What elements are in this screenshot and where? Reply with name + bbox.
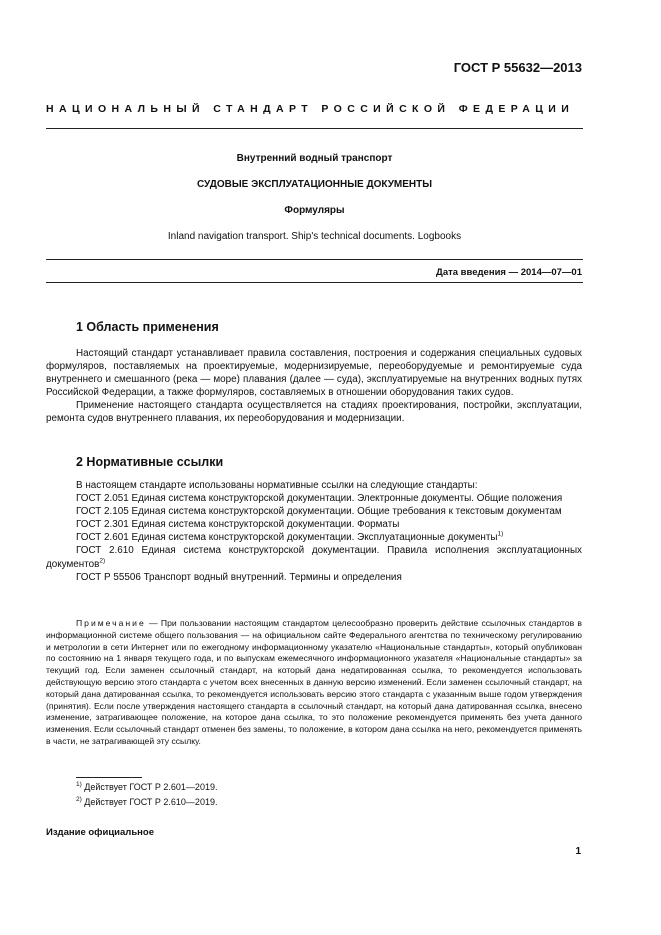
edition-label: Издание официальное: [46, 827, 154, 838]
date-rule: [46, 282, 583, 283]
footnote-1: $^{1)}$ Действует ГОСТ Р 2.601—2019.: [76, 781, 218, 792]
note-label: Примечание: [76, 618, 146, 628]
section-2-title: 2 Нормативные ссылки: [76, 455, 224, 469]
note-text: — При пользовании настоящим стандартом целесообразно проверить действие ссылочных стандартов в информационной системе общего пользования — на официальном сайте Федерального агентства по техническому регулированию и метрологии в сети Интернет или по ежегодному информационному указателю «Национальные стандарты», который опубликован по состоянию на 1 января текущего года, и по выпускам ежемесячного информационного указателя «Национальные стандарты» за текущий год. Если заменен ссылочный стандарт, на который дана недатированная ссылка, то рекомендуется использовать действующую версию этого стандарта с учетом всех внесенных в данную версию изменений. Если заменен ссылочный стандарт, на который дана датированная ссылка, то рекомендуется использовать версию этого стандарта с указанным выше годом утверждения (принятия). Если после утверждения настоящего стандарта в ссылочный стандарт, на который дана датированная ссылка, внесено изменение, затрагивающее положение, на которое дана ссылка, то это положение рекомендуется применять без учета данного изменения. Если ссылочный стандарт отменен без замены, то положение, в котором дана ссылка на него, рекомендуется применять в части, не затрагивающей эту ссылку.: [46, 618, 582, 746]
reference-note: [46, 618, 582, 748]
title-rule: [46, 259, 583, 260]
footnote-rule: [76, 777, 142, 778]
footnote-2: $^{2)}$ Действует ГОСТ Р 2.610—2019.: [76, 796, 218, 807]
reference-item: ГОСТ 2.601 Единая система конструкторской документации. Эксплуатационные документы$^{1)}$: [76, 531, 504, 544]
title-line-1: Внутренний водный транспорт: [236, 153, 393, 164]
title-line-3: Формуляры: [284, 205, 345, 216]
section-2-body: [46, 479, 582, 584]
title-english: Inland navigation transport. Ship's technical documents. Logbooks: [167, 231, 462, 242]
reference-item: ГОСТ 2.051 Единая система конструкторской документации. Электронные документы. Общие положения: [76, 493, 563, 505]
national-standard-heading: НАЦИОНАЛЬНЫЙ СТАНДАРТ РОССИЙСКОЙ ФЕДЕРАЦИИ: [46, 103, 575, 115]
section-1-paragraph-1: Настоящий стандарт устанавливает правила составления, построения и содержания специальных судовых формуляров, поставляемых на проектируемые, модернизируемые, переоборудуемые и ремонтируемые суда внутреннего и смешанного (река — море) плавания (далее — суда), эксплуатируемые на внутренних водных путях Российской Федерации, а также формуляров, составляемых в отношении оборудования таких судов.: [46, 348, 582, 399]
page-number: 1: [575, 846, 581, 857]
reference-item: ГОСТ Р 55506 Транспорт водный внутренний. Термины и определения: [76, 571, 402, 583]
gost-number: ГОСТ Р 55632—2013: [453, 60, 582, 75]
section-1-title: 1 Область применения: [76, 320, 219, 334]
title-line-2: СУДОВЫЕ ЭКСПЛУАТАЦИОННЫЕ ДОКУМЕНТЫ: [196, 179, 433, 190]
section-1-paragraph-2: Применение настоящего стандарта осуществляется на стадиях проектирования, постройки, эксплуатации, ремонта судов внутреннего плавания, их переоборудования и модернизации.: [46, 400, 582, 425]
reference-item: ГОСТ 2.610 Единая система конструкторской документации. Правила исполнения эксплуатационных документов$^{2)}$: [46, 545, 582, 570]
reference-item: ГОСТ 2.105 Единая система конструкторской документации. Общие требования к текстовым документам: [76, 506, 562, 518]
section-1-body: [46, 347, 582, 426]
section-2-intro: В настоящем стандарте использованы нормативные ссылки на следующие стандарты:: [76, 480, 478, 491]
introduction-date: Дата введения — 2014—07—01: [436, 267, 582, 278]
header-rule: [46, 128, 583, 129]
reference-item: ГОСТ 2.301 Единая система конструкторской документации. Форматы: [76, 519, 400, 531]
